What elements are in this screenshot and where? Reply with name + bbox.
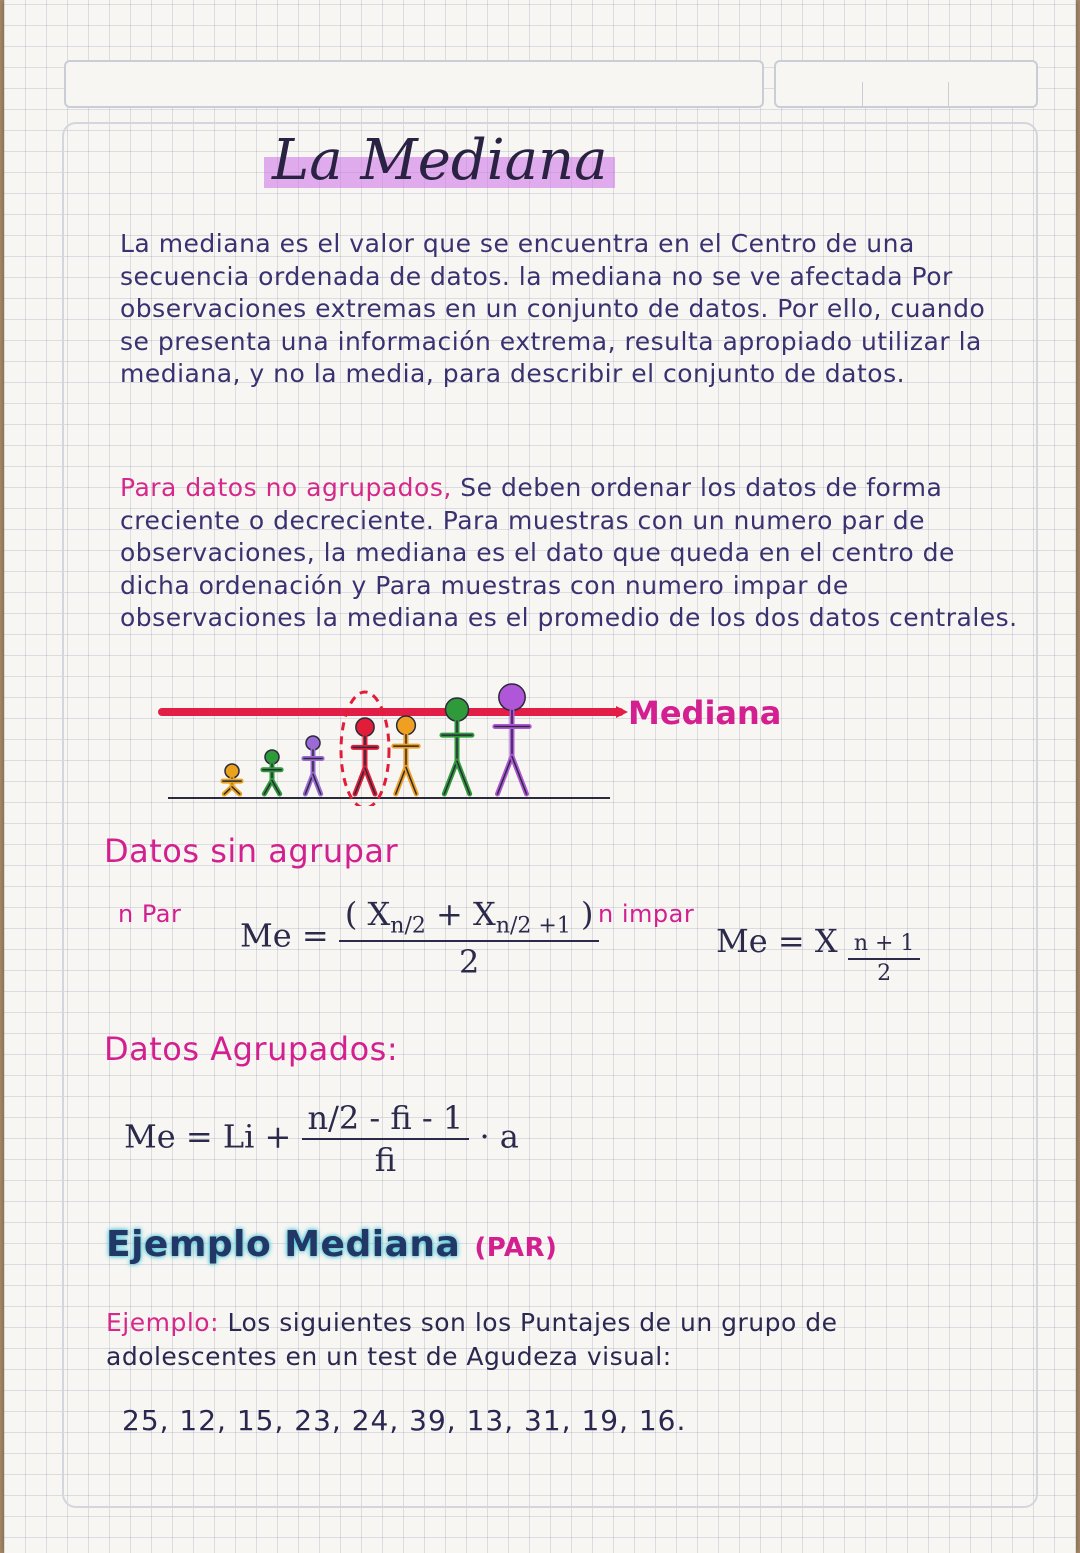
even-median-formula	[240, 894, 599, 982]
ungrouped-lead: Para datos no agrupados,	[120, 473, 452, 502]
example-title: Ejemplo Mediana	[106, 1224, 461, 1265]
even-lhs: Me =	[240, 916, 329, 955]
even-den: 2	[458, 942, 480, 981]
example-body: Los siguientes son los Puntajes de un grupo de adolescentes en un test de Agudeza visual:	[106, 1308, 838, 1371]
example-data: 25, 12, 15, 23, 24, 39, 13, 31, 19, 16.	[122, 1404, 687, 1437]
intro-paragraph: La mediana es el valor que se encuentra en el Centro de una secuencia ordenada de datos. la mediana no se ve afectada Por observaciones extremas en un conjunto de datos. Por ello, cuando se presenta una información extrema, resulta apropiado utilizar la mediana, y no la media, para describir el conjunto de datos.	[120, 229, 986, 388]
stick-figure-4	[353, 718, 377, 794]
odd-label: n impar	[598, 900, 695, 928]
even-x-right: X	[473, 895, 496, 933]
grouped-rhs: · a	[479, 1117, 519, 1156]
ungrouped-paragraph	[120, 472, 1020, 635]
grouped-median-formula	[124, 1098, 519, 1180]
median-illustration	[150, 676, 630, 806]
section-grouped-heading: Datos Agrupados:	[104, 1030, 399, 1068]
odd-lhs: Me =	[716, 922, 805, 960]
odd-sub-fraction	[848, 930, 921, 987]
page-title: La Mediana	[264, 128, 615, 193]
grouped-fraction	[302, 1098, 470, 1180]
odd-sub-num: n + 1	[848, 930, 921, 960]
example-tag: (PAR)	[474, 1233, 558, 1263]
ungrouped-text: Se deben ordenar los datos de forma creciente o decreciente. Para muestras con un numero par de observaciones, la mediana es el dato que queda en el centro de dicha ordenación y Para muestras con numero impar de observaciones la mediana es el promedio de los dos datos centrales.	[120, 473, 1018, 632]
odd-x: X	[814, 922, 838, 960]
example-lead: Ejemplo:	[106, 1308, 220, 1337]
stick-figure-6	[442, 698, 472, 794]
header-field-wide	[64, 60, 764, 108]
stick-figure-7	[495, 684, 529, 794]
even-fraction: $\frac{( X_{n/2} + X_{n/2 +1} )}{2}$	[339, 894, 600, 982]
even-plus: +	[436, 895, 463, 933]
even-sub-right: n/2 +1	[495, 913, 571, 939]
stick-figure-3	[304, 736, 322, 794]
example-heading	[106, 1224, 557, 1265]
stick-figure-1	[223, 764, 241, 794]
odd-median-formula	[716, 922, 920, 987]
example-text	[106, 1306, 986, 1374]
grouped-lhs: Me =	[124, 1117, 213, 1156]
even-x-left: X	[367, 895, 391, 933]
grouped-li: Li +	[222, 1117, 292, 1156]
grouped-num: n/2 - fi - 1	[302, 1098, 470, 1140]
section-ungrouped-heading: Datos sin agrupar	[104, 832, 399, 870]
stick-figure-5	[394, 716, 418, 794]
stick-figure-2	[263, 750, 281, 794]
median-arrow	[616, 706, 628, 718]
even-sub-left: n/2	[390, 913, 426, 939]
grouped-den: fi	[374, 1141, 397, 1179]
odd-sub-den: 2	[877, 960, 892, 986]
header-field-small	[774, 60, 1038, 108]
median-label: Mediana	[628, 694, 782, 732]
even-label: n Par	[118, 900, 182, 928]
